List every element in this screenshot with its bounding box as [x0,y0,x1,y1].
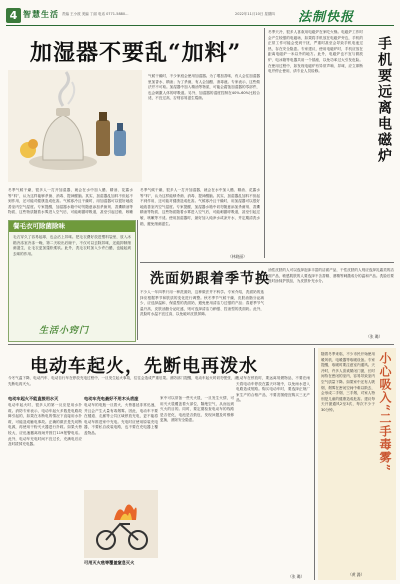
tip-box [8,220,136,342]
paper-name-logo: 法制快报 [298,10,355,25]
tip-box-text: 毛衣穿久了容易起球，也会沾上异味。把毛衣叠好放进塑料袋里，放入冰箱冷冻室冷冻一晚，第二天取出后晾干，不仅可以去除异味，还能抑制细菌滋生，让毛衣更加蓬松柔软。此外，洗毛衣时加入少许白醋，也能起到去味的作用。 [13,235,131,256]
side-article-author: （黄 潞） [348,572,365,577]
tip-box-title: 餐毛衣可除菌除味 [9,221,135,232]
ebike-article-title: 电动车起火，先断电再泼水 [30,356,258,377]
phone-article-title: 手机要远离电磁炉 [376,36,392,164]
masthead [0,0,400,30]
ebike-col2: 电动车的电瓶一旦着火，火势蔓延非常迅速，并且会产生大量有毒烟雾。因此，电动车不要在楼道、走廊等公共区域停放充电，更不能将电动车推进家中充电。充电时应使用原装充电器，不要私自改装电路，也不要在充电器上覆盖物品。 [84,403,158,435]
main-article-body-top: 气候干燥时，不少家庭会使用加湿器。为了增加香味，有人会往加湿器里加香水、精油；为了杀菌，有人会加醋、消毒液。专家表示，这些做法并不可取。加湿器中加入精油等物质，可能会腐蚀加湿器的零部件，也会刺激人体的呼吸道。另外，加湿器的湿度控制在40%-60%比较合适，不宜过高，否则容易滋生霉菌。 [148,74,260,101]
ebike-article-author: （张 璐） [288,574,305,579]
ebike-subhead-3: 可用灭火毯等覆盖窒息灭火 [84,560,135,565]
divider [140,262,394,263]
milk-article-body-cont: 油性皮肤的人可以选择泡沫丰富的洁面产品，干性皮肤的人则应选择乳霜类的洁面产品，敏感肌肤的人要选择不含香精、酒精等刺激成分的温和产品。洗脸后要及时涂抹护肤品，为皮肤补充水分。 [268,268,394,284]
ebike-col1: 电动车起火时，很多人的第一反应是用水扑救。消防专家表示，电动车起火多数是电路故障引起的，如果在未断电的情况下直接用水扑救，可能造成触电事故。正确的做法是先切断电源，再使用干粉灭火器进行扑救。如果火势较大，应迅速撤离现场并拨打119报警电话。此外，电动车充电时间不宜过长，充满电后应及时拔掉充电器。 [8,403,82,447]
section-label: 智慧生活 [23,10,59,19]
header-info: 责编 王小波 美编 丁丽 电话 0771-5880... [62,12,129,16]
masthead-rule [6,25,394,26]
divider [264,28,265,258]
main-article-body-cont: 冬季气候干燥，很多人一打开加湿器，就会在水中加入醋、精油、花露水等“料”，认为这样能够杀菌、消毒、提神醒脑。其实，加湿器乱加料不但起不到作用，还可能对健康造成危害。气候寒冷且干燥时，用加湿器可以很好地改善室内空气湿度。专家提醒，加湿器水箱中切勿随意添加杀菌剂、香薰精油等物质，这些物质随着水雾进入空气后，可能刺激呼吸道，甚至引起过敏、咳嗽等不适。使用加湿器时，最好加入纯净水或凉开水，并定期清洗水箱，避免细菌滋生。 [140,188,260,226]
main-article-title: 加湿器不要乱“加料” [30,40,242,66]
divider [8,344,394,345]
milk-article-title: 洗面奶跟着季节换 [150,271,270,287]
ebike-fire-illustration [84,490,158,558]
divider [314,348,315,580]
milk-article-body: 不少人一年四季只用一种洗面奶，这种做法并不科学。专家介绍，洗面奶的选择应根据季节和肤质的变化进行调整。秋冬季节气候干燥，皮肤油脂分泌减少，应选择温和、保湿型的洗面奶，避免使用清洁力过强的产品；春夏季节气温升高，皮肤油脂分泌旺盛，则可选择清洁力稍强、控油型的洗面奶。此外，洗脸时水温不宜过高，以免破坏皮肤屏障。 [140,290,264,317]
ebike-subhead-2: 电动车充电最好不用木头底座 [84,396,139,401]
divider [137,220,138,340]
main-article-body: 冬季气候干燥，很多人一打开加湿器，就会在水中加入醋、精油、花露水等“料”，认为这样能够杀菌、消毒、提神醒脑。其实，加湿器乱加料不但起不到作用，还可能对健康造成危害。气候寒冷且干燥时，用加湿器可以很好地改善室内空气湿度。专家提醒，加湿器水箱中切勿随意添加杀菌剂、香薰精油等物质，这些物质随着水雾进入空气后，可能刺激呼吸道，甚至引起过敏、咳嗽 [8,188,133,215]
ebike-article-intro: 今冬气温下降，电动汽车、电动自行车在停放充电过程中，一旦发生起火事故，往往会造成严重后果。消防部门提醒，电动车起火时切勿慌张，应先断电再灭火。 [8,376,238,386]
side-article-title: 小心吸入“二手毒雾” [378,352,392,472]
side-article-body: 随着冬季来临，不少市民开始使用暖风机、电暖器等取暖设备。专家提醒，取暖时要注意室内通风。天冷时，许多人喜欢紧闭门窗，长时间待在密闭的室内，容易导致室内空气质量下降。如果家中还有人吸烟，烟雾在密闭空间中难以散去，会形成二手烟、三手烟，对家人特别是儿童的健康造成危害。建议每天开窗通风2至3次，每次不少于30分钟。 [321,352,375,412]
page-number-badge: 4 [6,8,21,23]
ebike-col4: 电动车在停放时，要远离易燃物品，不要在雨天将电动车停放在露天环境中，以免雨水进入电路造成短路。购买电动车时，要选择正规厂家生产的合格产品，不要贪图便宜购买三无产品。 [236,376,310,403]
phone-article-body: 冬季天冷，很多人喜欢用电磁炉在家吃火锅。电磁炉工作时会产生较强的电磁场，如果将手机放在电磁炉旁边，手机的正常工作可能会受到干扰，严重时甚至会导致手机电池过热，存在安全隐患。专家建议，使用电磁炉时，手机应放在距离电磁炉一米以外的地方。此外，电磁炉也不宜与微波炉、电冰箱等电器共用一个插座，以免功率过大引发危险。在使用过程中，如发现电磁炉有异常声响、异味，应立即断电并停止使用，请专业人员检修。 [268,30,363,74]
tip-box-footer: 生活小窍门 [39,326,90,336]
date-info: 2022年11月10日 星期四 [235,12,275,16]
main-article-author: （林晓丽） [228,254,247,259]
ebike-col3: 家中可以常备一些灭火毯，一旦发生火情，可用灭火毯覆盖着火部位，隔绝空气，从而达到灭火的目的。同时，要定期检查电动车的线路是否老化，电池是否鼓包，发现问题及时维修更换，消除安全隐患。 [160,396,234,423]
milk-article-author: （张 璐） [366,334,383,339]
side-box [318,348,396,580]
ebike-subhead-1: 电动车起火不能直接用水灭 [8,396,59,401]
humidifier-illustration [8,70,142,182]
